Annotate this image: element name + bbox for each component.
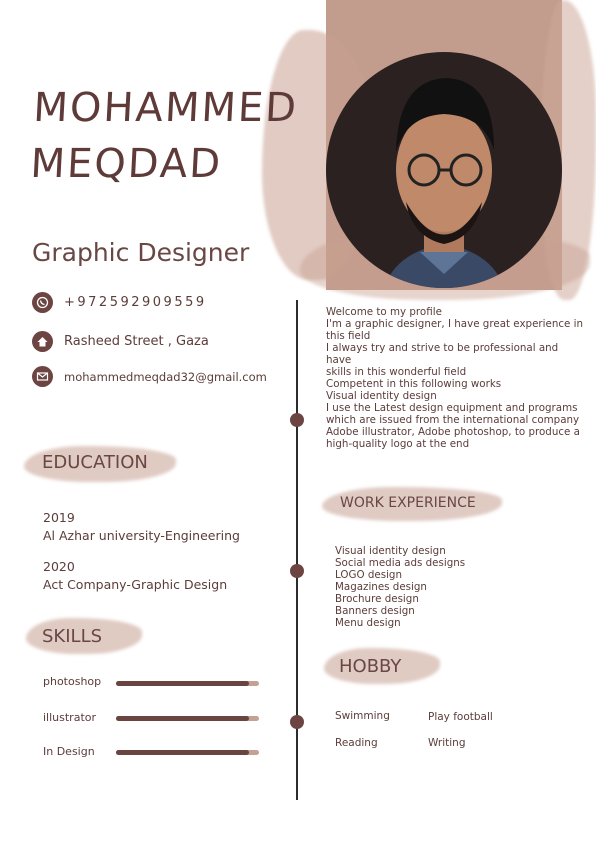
work-list [335,545,465,629]
work-item: Menu design [335,617,401,629]
education-year: 2019 [43,510,75,525]
profile-line: skills in this wonderful field [326,366,467,378]
timeline-dot [290,715,304,729]
profile-line: I'm a graphic designer, I have great experience in [326,318,584,330]
hobby-item: Reading [335,737,378,749]
profile-summary [326,306,586,450]
contact-address [32,331,209,352]
hobby-item: Swimming [335,710,390,722]
work-item: Banners design [335,605,415,617]
profile-line: high-quality logo at the end [326,438,470,450]
email-address: mohammedmeqdad32@gmail.com [64,369,267,384]
home-icon [32,331,53,352]
education-desc: Al Azhar university-Engineering [43,528,240,543]
timeline-dot [290,564,304,578]
profile-line: I always try and strive to be professional and have [326,342,559,366]
skill-bar [116,716,259,721]
person-silhouette-icon [326,52,562,288]
contact-phone [32,292,207,313]
work-item: Visual identity design [335,545,446,557]
skill-label: illustrator [43,711,97,724]
skill-bar [116,750,259,755]
work-item: Magazines design [335,581,427,593]
profile-line: this field [326,330,371,342]
skill-bar-fill [116,681,249,686]
job-title: Graphic Designer [32,238,250,267]
profile-line: Welcome to my profile [326,306,442,318]
profile-line: I use the Latest design equipment and programs [326,402,578,414]
profile-line: which are issued from the international company [326,414,580,426]
hobby-item: Play football [428,711,493,723]
education-title: EDUCATION [42,452,148,473]
name-last: MEQDAD [29,141,224,187]
name-first: MOHAMMED [32,85,300,131]
profile-line: Adobe illustrator, Adobe photoshop, to produce a [326,426,580,438]
whatsapp-icon [32,292,53,313]
hobby-title: HOBBY [339,656,402,677]
timeline-dot [290,413,304,427]
skill-bar-fill [116,716,249,721]
profile-line: Visual identity design [326,390,437,402]
skills-title: SKILLS [42,626,103,647]
address-text: Rasheed Street , Gaza [64,334,209,349]
skill-label: In Design [43,745,95,758]
profile-line: Competent in this following works [326,378,502,390]
skill-bar-fill [116,750,249,755]
education-desc: Act Company-Graphic Design [43,577,228,592]
work-title: WORK EXPERIENCE [340,495,476,511]
contact-email [32,366,267,387]
skill-label: photoshop [43,675,102,688]
work-item: Social media ads designs [335,557,466,569]
mail-icon [32,366,53,387]
work-item: LOGO design [335,569,402,581]
skill-bar [116,681,259,686]
work-item: Brochure design [335,593,419,605]
hobby-item: Writing [428,737,466,749]
profile-photo [326,52,562,288]
phone-number: +972592909559 [64,295,207,310]
full-name [29,80,299,192]
education-year: 2020 [43,559,75,574]
